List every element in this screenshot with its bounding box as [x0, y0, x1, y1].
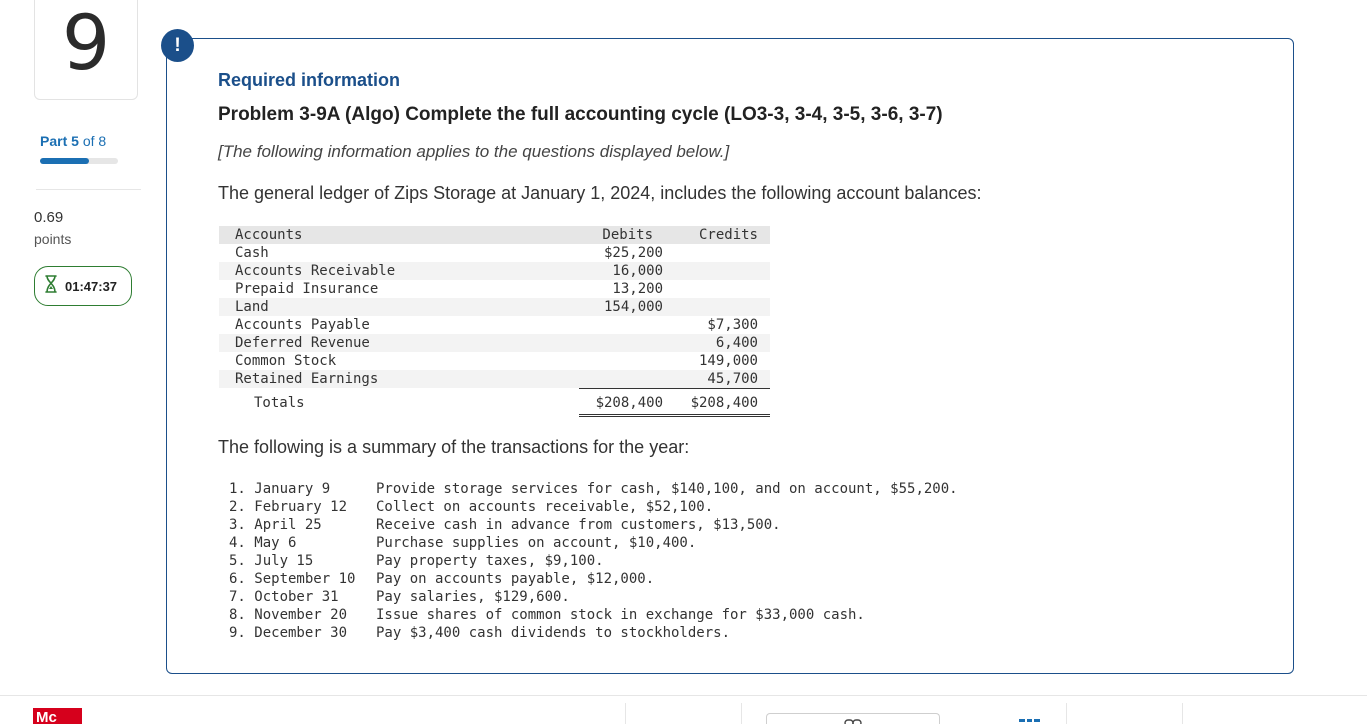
part-progress-fill — [40, 158, 89, 164]
ledger-row — [219, 280, 770, 298]
part-word: Part — [40, 133, 68, 149]
link-button[interactable] — [766, 713, 940, 724]
ledger-row — [219, 334, 770, 352]
transaction-desc: Pay property taxes, $9,100. — [376, 553, 604, 569]
footer-separator — [625, 703, 626, 724]
ledger-account: Common Stock — [235, 353, 337, 369]
part-indicator — [40, 133, 106, 149]
ledger-account: Cash — [235, 245, 269, 261]
part-current: 5 — [71, 133, 79, 149]
ledger-totals-credit: $208,400 — [690, 395, 758, 411]
alert-icon: ! — [161, 29, 194, 62]
transaction-date: 1. January 9 — [229, 481, 331, 497]
hourglass-icon — [43, 274, 59, 299]
ledger-header-accounts: Accounts — [235, 227, 303, 243]
transaction-date: 8. November 20 — [229, 607, 348, 623]
part-progress-bar — [40, 158, 118, 164]
link-icon — [844, 715, 862, 724]
ledger-row — [219, 262, 770, 280]
totals-single-rule — [579, 388, 770, 389]
rail-divider — [36, 189, 141, 190]
transactions-intro: The following is a summary of the transactions for the year: — [218, 437, 690, 457]
points-value: 0.69 — [34, 209, 64, 226]
transaction-date: 2. February 12 — [229, 499, 348, 515]
ledger-credit: 6,400 — [715, 335, 758, 351]
ledger-debit: 16,000 — [612, 263, 663, 279]
footer-separator — [741, 703, 742, 724]
problem-title: Problem 3-9A (Algo) Complete the full accounting cycle (LO3-3, 3-4, 3-5, 3-6, 3-7) — [218, 104, 943, 125]
applies-note: [The following information applies to the questions displayed below.] — [218, 142, 730, 161]
footer-divider — [0, 695, 1367, 696]
transaction-date: 6. September 10 — [229, 571, 356, 587]
required-information-title: Required information — [218, 70, 401, 90]
totals-double-rule — [579, 414, 770, 418]
transaction-date: 9. December 30 — [229, 625, 348, 641]
ledger-row — [219, 370, 770, 388]
ledger-row — [219, 316, 770, 334]
ledger-account: Accounts Receivable — [235, 263, 396, 279]
ledger-table — [219, 226, 770, 418]
ledger-totals-debit: $208,400 — [595, 395, 663, 411]
transaction-date: 5. July 15 — [229, 553, 314, 569]
ledger-totals-label: Totals — [254, 395, 305, 411]
ledger-row — [219, 244, 770, 262]
more-icon[interactable] — [1019, 719, 1040, 722]
transaction-date: 3. April 25 — [229, 517, 322, 533]
points-label: points — [34, 231, 72, 247]
ledger-credit: $7,300 — [707, 317, 758, 333]
transaction-date: 4. May 6 — [229, 535, 297, 551]
transaction-desc: Receive cash in advance from customers, $13,500. — [376, 517, 781, 533]
ledger-credit: 149,000 — [698, 353, 758, 369]
transaction-date: 7. October 31 — [229, 589, 339, 605]
ledger-account: Retained Earnings — [235, 371, 379, 387]
ledger-credit: 45,700 — [707, 371, 758, 387]
ledger-account: Land — [235, 299, 269, 315]
ledger-header-row — [219, 226, 770, 244]
ledger-intro: The general ledger of Zips Storage at January 1, 2024, includes the following account balances: — [218, 183, 982, 203]
ledger-account: Prepaid Insurance — [235, 281, 379, 297]
ledger-row — [219, 352, 770, 370]
ledger-account: Accounts Payable — [235, 317, 370, 333]
transaction-desc: Provide storage services for cash, $140,100, and on account, $55,200. — [376, 481, 958, 497]
transaction-desc: Purchase supplies on account, $10,400. — [376, 535, 697, 551]
ledger-header-debits: Debits — [602, 227, 653, 243]
ledger-row — [219, 298, 770, 316]
ledger-header-credits: Credits — [698, 227, 758, 243]
ledger-debit: $25,200 — [603, 245, 663, 261]
transaction-desc: Pay on accounts payable, $12,000. — [376, 571, 655, 587]
transaction-desc: Issue shares of common stock in exchange for $33,000 cash. — [376, 607, 865, 623]
footer-separator — [1182, 703, 1183, 724]
timer-badge[interactable] — [34, 266, 132, 306]
ledger-debit: 13,200 — [612, 281, 663, 297]
timer-text: 01:47:37 — [65, 278, 118, 294]
part-of-total: of 8 — [82, 133, 107, 149]
ledger-account: Deferred Revenue — [235, 335, 370, 351]
mcgraw-hill-logo: Mc — [33, 708, 82, 724]
transaction-desc: Pay salaries, $129,600. — [376, 589, 570, 605]
transaction-desc: Collect on accounts receivable, $52,100. — [376, 499, 714, 515]
question-number-card — [34, 0, 138, 100]
question-number: 9 — [61, 0, 111, 87]
ledger-debit: 154,000 — [603, 299, 663, 315]
transaction-desc: Pay $3,400 cash dividends to stockholders. — [376, 625, 731, 641]
footer-separator — [1066, 703, 1067, 724]
